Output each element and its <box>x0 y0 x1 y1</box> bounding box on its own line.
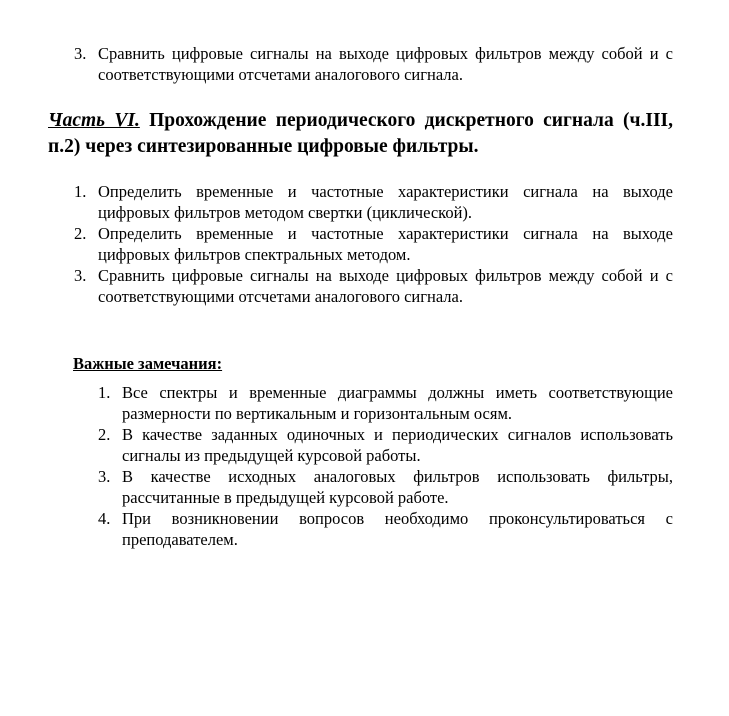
list-item-number: 3. <box>74 44 87 63</box>
list-item-number: 1. <box>98 383 111 402</box>
list-item <box>98 424 673 466</box>
list-item <box>74 181 673 223</box>
list-item-number: 2. <box>74 224 87 243</box>
list-item-number: 3. <box>98 467 111 486</box>
previous-section-list <box>74 43 673 85</box>
list-item-number: 4. <box>98 509 111 528</box>
notes-title: Важные замечания: <box>73 354 223 373</box>
section-heading <box>48 108 673 160</box>
list-item <box>74 265 673 307</box>
list-item <box>98 508 673 550</box>
list-item-text: Все спектры и временные диаграммы должны иметь соответствующие размерности по вертикальным и горизонтальным осям. <box>122 383 673 423</box>
notes-list <box>98 382 673 550</box>
list-item-number: 2. <box>98 425 111 444</box>
list-item-text: Сравнить цифровые сигналы на выходе цифровых фильтров между собой и с соответствующими отсчетами аналогового сигнала. <box>98 266 673 306</box>
list-item-text: Сравнить цифровые сигналы на выходе цифровых фильтров между собой и с соответствующими отсчетами аналогового сигнала. <box>98 44 673 84</box>
list-item-number: 1. <box>74 182 87 201</box>
list-item <box>98 466 673 508</box>
part-label: Часть VI. <box>48 110 140 131</box>
section-task-list <box>74 181 673 307</box>
list-item-text: Определить временные и частотные характеристики сигнала на выходе цифровых фильтров спектральных методом. <box>98 224 673 264</box>
list-item-text: В качестве заданных одиночных и периодических сигналов использовать сигналы из предыдущей курсовой работы. <box>122 425 673 465</box>
list-item <box>74 223 673 265</box>
list-item <box>74 43 673 85</box>
list-item-text: В качестве исходных аналоговых фильтров использовать фильтры, рассчитанные в предыдущей курсовой работе. <box>122 467 673 507</box>
list-item-text: Определить временные и частотные характеристики сигнала на выходе цифровых фильтров методом свертки (циклической). <box>98 182 673 222</box>
section-title: Прохождение периодического дискретного сигнала (ч.III, п.2) через синтезированные цифровые фильтры. <box>48 110 673 157</box>
list-item-text: При возникновении вопросов необходимо проконсультироваться с преподавателем. <box>122 509 673 549</box>
list-item-number: 3. <box>74 266 87 285</box>
list-item <box>98 382 673 424</box>
